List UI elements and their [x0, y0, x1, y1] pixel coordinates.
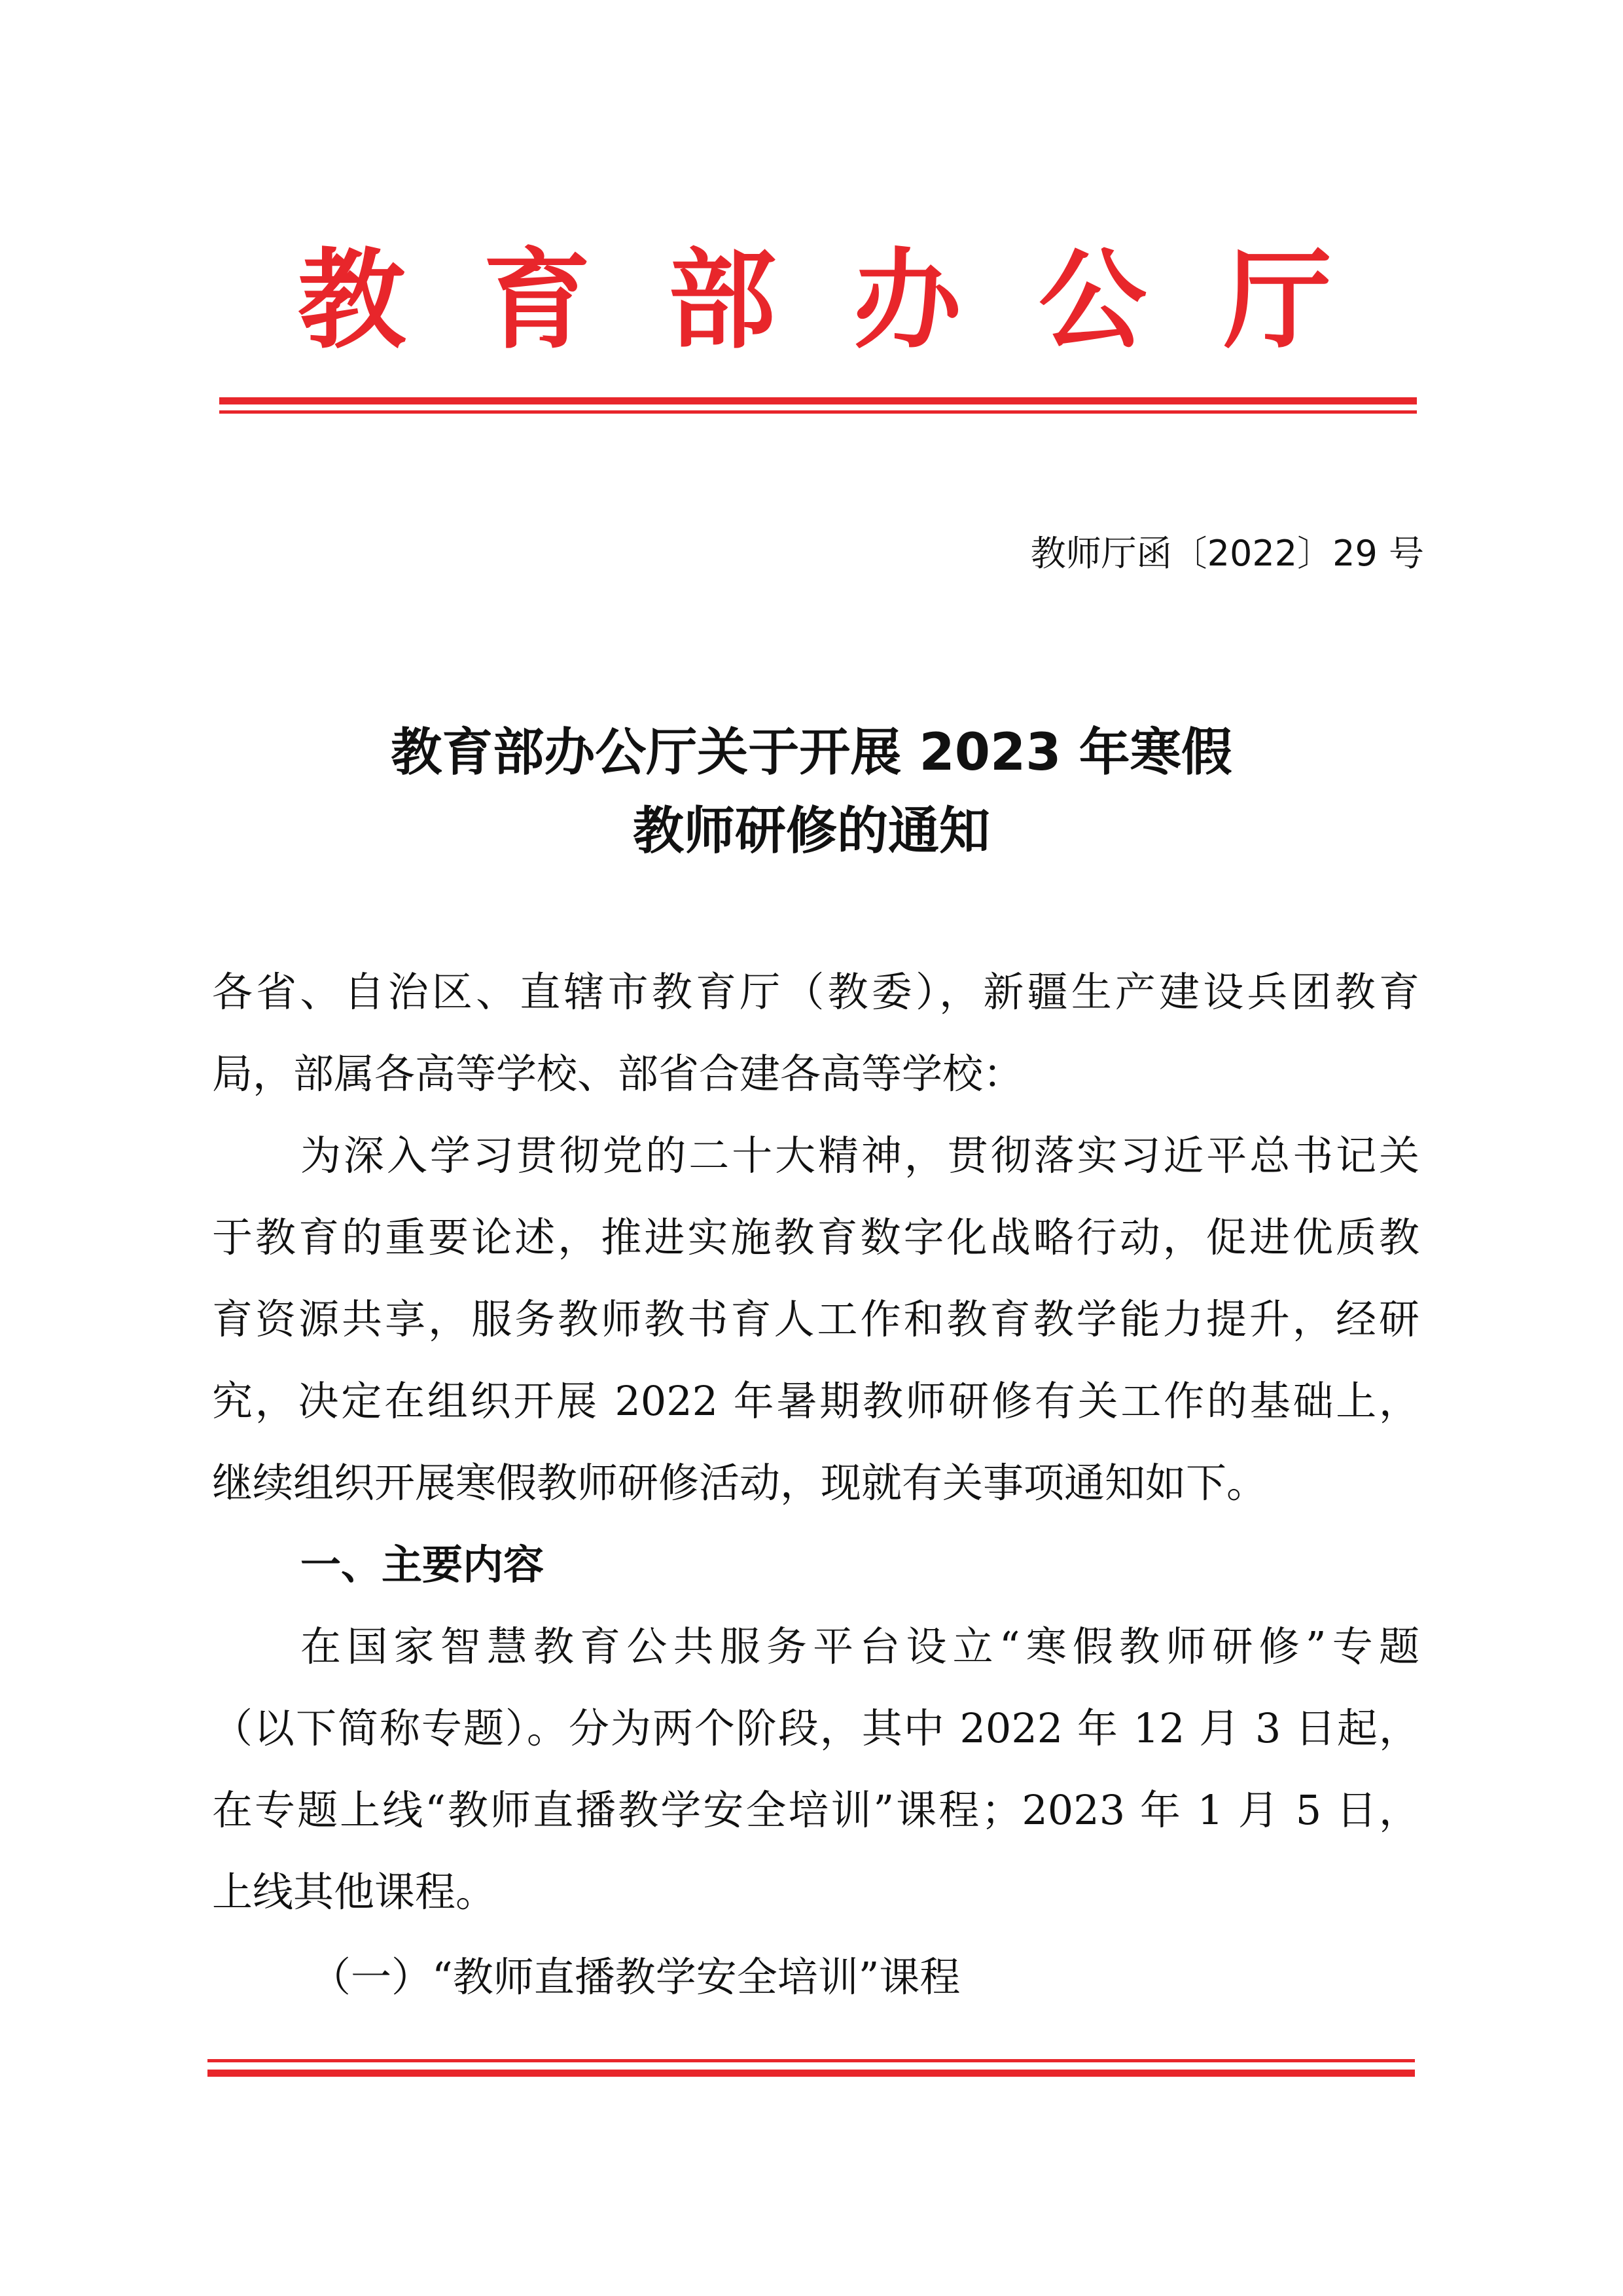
paragraph-line: 于教育的重要论述，推进实施教育数字化战略行动，促进优质教	[212, 1213, 1419, 1261]
paragraph-line: 继续组织开展寒假教师研修活动，现就有关事项通知如下。	[212, 1459, 1268, 1507]
masthead-char: 公	[1039, 236, 1147, 363]
paragraph-line: 在专题上线“教师直播教学安全培训”课程；2023 年 1 月 5 日，	[212, 1786, 1419, 1834]
paragraph-line: 为深入学习贯彻党的二十大精神，贯彻落实习近平总书记关	[300, 1132, 1419, 1179]
title-line-2: 教师研修的通知	[632, 802, 990, 861]
addressee-line-1: 各省、自治区、直辖市教育厅（教委），新疆生产建设兵团教育	[212, 968, 1419, 1016]
document-number: 教师厅函〔2022〕29 号	[1030, 533, 1424, 574]
masthead-rule-thin	[219, 410, 1417, 414]
masthead-char: 办	[853, 236, 961, 363]
addressee-line-2: 局，部属各高等学校、部省合建各高等学校：	[212, 1050, 1024, 1098]
title-line-1: 教育部办公厅关于开展 2023 年寒假	[391, 723, 1232, 782]
masthead-char: 厅	[1224, 236, 1332, 363]
subsection-heading: （一）“教师直播教学安全培训”课程	[310, 1953, 961, 2001]
masthead-char: 部	[668, 236, 776, 363]
paragraph-line: 究，决定在组织开展 2022 年暑期教师研修有关工作的基础上，	[212, 1377, 1419, 1425]
masthead-char: 育	[483, 236, 591, 363]
masthead	[298, 234, 1332, 365]
masthead-rule-thick	[219, 397, 1417, 404]
paragraph-line: 上线其他课程。	[212, 1868, 497, 1916]
footer-rule-thick	[207, 2070, 1415, 2077]
paragraph-line: （以下简称专题）。分为两个阶段，其中 2022 年 12 月 3 日起，	[212, 1704, 1419, 1752]
paragraph-line: 在国家智慧教育公共服务平台设立“寒假教师研修”专题	[300, 1623, 1419, 1670]
section-heading: 一、主要内容	[300, 1541, 544, 1588]
footer-rule-thin	[207, 2059, 1415, 2062]
paragraph-line: 育资源共享，服务教师教书育人工作和教育教学能力提升，经研	[212, 1295, 1419, 1343]
masthead-char: 教	[298, 236, 406, 363]
